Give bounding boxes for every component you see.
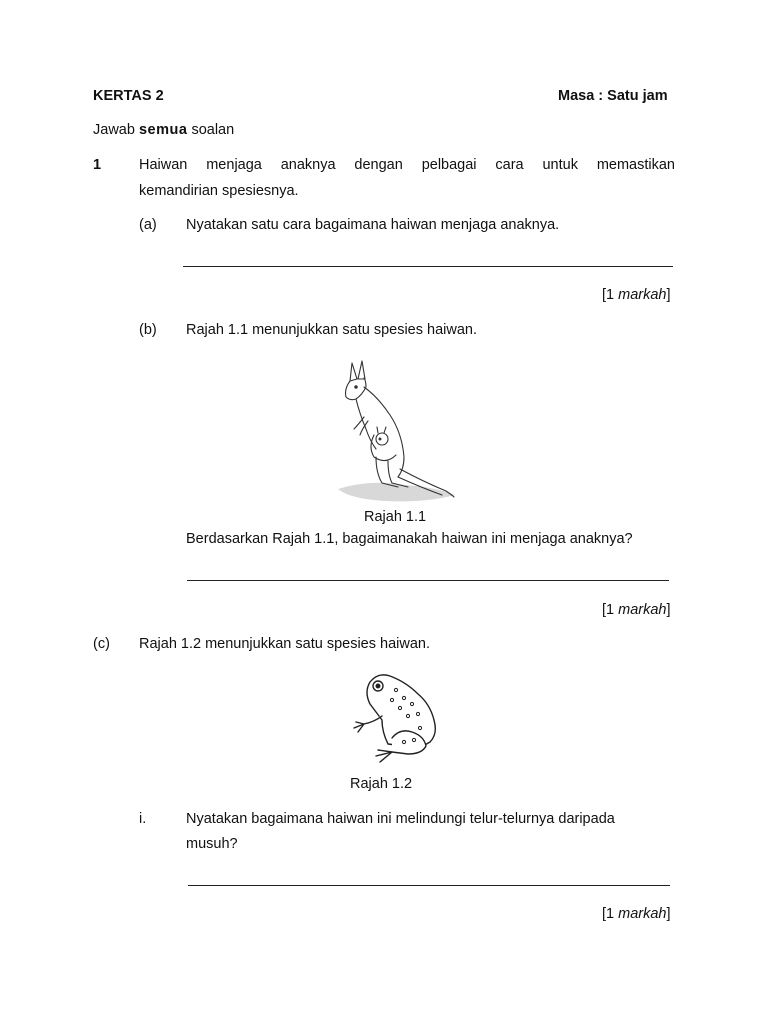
marks-b-post: ] [666, 602, 671, 618]
kangaroo-illustration [330, 357, 460, 507]
instruction-pre: Jawab [93, 122, 135, 138]
marks-a [602, 287, 671, 303]
marks-a-post: ] [666, 287, 671, 303]
part-b-question: Berdasarkan Rajah 1.1, bagaimanakah haiwan ini menjaga anaknya? [186, 531, 633, 547]
part-b-label: (b) [139, 322, 157, 338]
part-c-i-line2: musuh? [186, 836, 238, 852]
instruction [93, 122, 234, 138]
marks-c-i-pre: [1 [602, 906, 615, 922]
answer-line-a[interactable] [183, 266, 673, 267]
part-c-label: (c) [93, 636, 110, 652]
marks-a-word: markah [618, 287, 667, 303]
frog-illustration [348, 668, 448, 768]
answer-line-c-i[interactable] [188, 885, 670, 886]
answer-line-b[interactable] [187, 580, 669, 581]
paper-title: KERTAS 2 [93, 88, 164, 104]
instruction-post: soalan [191, 122, 235, 138]
part-c-i-line1: Nyatakan bagaimana haiwan ini melindungi telur-telurnya daripada [186, 811, 615, 827]
marks-c-i [602, 906, 671, 922]
figure-caption-1-1: Rajah 1.1 [364, 509, 427, 525]
marks-c-i-word: markah [618, 906, 667, 922]
part-a-text: Nyatakan satu cara bagaimana haiwan menjaga anaknya. [186, 217, 560, 233]
part-a-label: (a) [139, 217, 157, 233]
question-stem-line1: Haiwan menjaga anaknya dengan pelbagai cara untuk memastikan [139, 157, 675, 173]
marks-b [602, 602, 671, 618]
question-number: 1 [93, 157, 102, 173]
marks-b-pre: [1 [602, 602, 615, 618]
part-b-text: Rajah 1.1 menunjukkan satu spesies haiwan. [186, 322, 477, 338]
part-c-i-label: i. [139, 811, 147, 827]
part-c-text: Rajah 1.2 menunjukkan satu spesies haiwan. [139, 636, 430, 652]
marks-b-word: markah [618, 602, 667, 618]
time-label: Masa : [558, 88, 604, 104]
instruction-bold: semua [138, 122, 188, 138]
marks-a-pre: [1 [602, 287, 615, 303]
time-value: Satu jam [607, 88, 668, 104]
marks-c-i-post: ] [666, 906, 671, 922]
time-info [558, 88, 668, 104]
figure-caption-1-2: Rajah 1.2 [350, 776, 413, 792]
question-stem-line2: kemandirian spesiesnya. [139, 183, 299, 199]
